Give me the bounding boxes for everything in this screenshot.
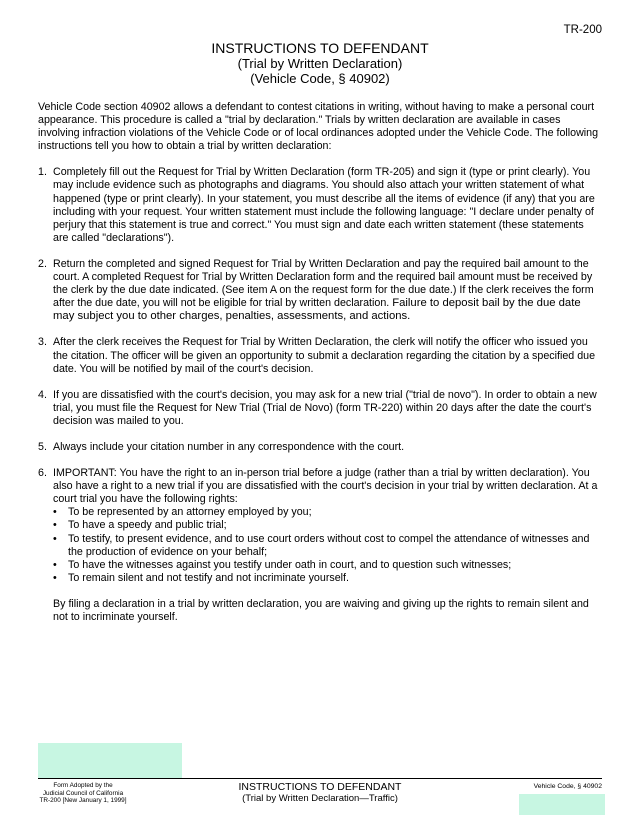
- rights-list-item: [53, 572, 602, 585]
- form-code: TR-200: [563, 24, 602, 36]
- bullet-icon: •: [53, 532, 57, 545]
- footer-code-reference: Vehicle Code, § 40902: [533, 783, 602, 790]
- item-number: 1.: [38, 166, 47, 179]
- bullet-icon: •: [53, 571, 57, 584]
- item-body: [53, 258, 602, 323]
- rights-list-item: [53, 519, 602, 532]
- footer-title-main: INSTRUCTIONS TO DEFENDANT: [238, 781, 402, 793]
- footer-council: Judicial Council of California: [42, 789, 124, 797]
- rights-text: To testify, to present evidence, and to use court orders without cost to compel the attendance of witnesses and the production of evidence on your behalf;: [68, 532, 590, 558]
- bail-warning-text: Failure to deposit bail by the due date may subject you to other charges, penalties, assessments, and actions.: [53, 297, 581, 323]
- item-text: After the clerk receives the Request for Trial by Written Declaration, the clerk will notify the officer who issued you the citation. The officer will be given an opportunity to submit a declaration regarding the citation by a specified due date. You will be notified by mail of the court's decision.: [53, 336, 596, 375]
- instruction-item-5: [38, 441, 602, 454]
- title-code-reference: (Vehicle Code, § 40902): [250, 71, 390, 86]
- footer-form-revision: TR-200 [New January 1, 1999]: [39, 797, 127, 805]
- footer-title-sub: (Trial by Written Declaration—Traffic): [242, 793, 398, 804]
- instruction-item-6: [38, 467, 602, 624]
- item-text: If you are dissatisfied with the court's decision, you may ask for a new trial ("trial de novo"). In order to obtain a new trial, you must file the Request for New Trial (Trial de Novo) (form TR-220) within 20 days after the date the court's decision was mailed to you.: [53, 388, 597, 427]
- item-number: 6.: [38, 467, 47, 480]
- waiver-paragraph: By filing a declaration in a trial by written declaration, you are waiving and giving up the rights to remain silent and not to incriminate yourself.: [53, 597, 589, 623]
- rights-text: To remain silent and not testify and not incriminate yourself.: [68, 571, 349, 584]
- item-text: Completely fill out the Request for Trial by Written Declaration (form TR-205) and sign it (type or print clearly). You may include evidence such as photographs and diagrams. You should also attach your written statement of what happened (type or print clearly). In your statement, you must describe all the items of evidence (if any) that you are including with your request. Your written statement must include the following language: "I declare under penalty of perjury that this statement is true and correct." You must sign and date each written statement (these statements are called "declarations").: [53, 166, 595, 244]
- rights-list-item: [53, 506, 602, 519]
- court-use-field[interactable]: [38, 743, 182, 778]
- bullet-icon: •: [53, 519, 57, 532]
- page-title: [0, 40, 640, 86]
- rights-list-item: [53, 559, 602, 572]
- rights-text: To have the witnesses against you testify under oath in court, and to question such witnesses;: [68, 558, 512, 571]
- item-number: 3.: [38, 336, 47, 349]
- footer-adoption-info: [38, 782, 128, 805]
- item-body: [53, 467, 602, 624]
- rights-text: To have a speedy and public trial;: [68, 519, 227, 532]
- title-main: INSTRUCTIONS TO DEFENDANT: [211, 40, 429, 56]
- page-number-field[interactable]: [519, 794, 605, 815]
- footer-divider: [38, 778, 602, 779]
- instruction-item-3: [38, 336, 602, 375]
- item-number: 5.: [38, 440, 47, 453]
- rights-text: To be represented by an attorney employed by you;: [68, 506, 312, 519]
- instruction-item-1: [38, 166, 602, 245]
- instruction-item-4: [38, 389, 602, 428]
- item-number: 2.: [38, 257, 47, 270]
- item-text: IMPORTANT: You have the right to an in-person trial before a judge (rather than a trial by written declaration). You also have a right to a new trial if you are dissatisfied with the court's decision in your trial by written declaration. At a court trial you have the following rights:: [53, 467, 598, 506]
- item-number: 4.: [38, 388, 47, 401]
- rights-list-item: [53, 533, 602, 559]
- footer-title: [200, 781, 440, 804]
- footer-adopted-by: Form Adopted by the: [53, 782, 113, 789]
- rights-list: [53, 506, 602, 585]
- title-subtitle: (Trial by Written Declaration): [237, 56, 403, 71]
- item-text: Always include your citation number in any correspondence with the court.: [53, 440, 405, 453]
- instruction-item-2: [38, 258, 602, 323]
- intro-paragraph: Vehicle Code section 40902 allows a defendant to contest citations in writing, without having to make a personal court appearance. This procedure is called a "trial by declaration." Trials by written declaration are available in cases involving infraction violations of the Vehicle Code or of local ordinances adopted under the Vehicle Code. The following instructions tell you how to obtain a trial by written declaration:: [38, 101, 599, 153]
- bullet-icon: •: [53, 558, 57, 571]
- instructions-body: [38, 101, 602, 637]
- bullet-icon: •: [53, 506, 57, 519]
- item-text: Return the completed and signed Request for Trial by Written Declaration and pay the required bail amount to the court. A completed Request for Trial by Written Declaration form and the required bail amount must be received by the clerk by the due date indicated. (See item A on the request form for the due date.) If the clerk receives the form after the due date, you will not be eligible for trial by written declaration.: [53, 257, 594, 310]
